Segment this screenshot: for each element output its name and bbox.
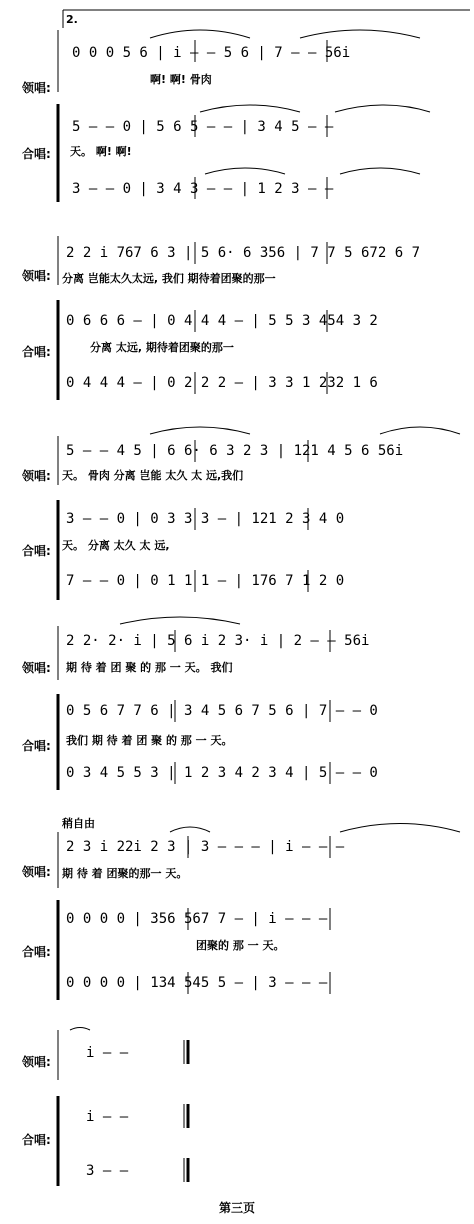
lyrics-lead: 天。 骨肉 分离 岂能 太久 太 远,我们: [62, 469, 244, 482]
lyrics-chorus: 我们 期 待 着 团 聚 的 那 一 天。: [66, 734, 233, 747]
tempo-mark: 稍自由: [62, 817, 95, 830]
lyrics-chorus: 天。 分离 太久 太 远,: [62, 539, 170, 552]
notes-chorus-lower: 0 4 4 4 – | 0 2 2 2 – | 3 3 1 232 1 6: [66, 375, 378, 391]
chorus-label-6: 合唱:: [22, 1133, 51, 1147]
notes-lead: 2 2· 2· i | 5 6 i 2 3· i | 2 – – 56i: [66, 633, 370, 649]
volta-mark: 2.: [66, 13, 78, 26]
notes-chorus-lower: 0 3 4 5 5 3 | 1 2 3 4 2 3 4 | 5 – – 0: [66, 765, 378, 781]
notes-chorus-upper: 5 – – 0 | 5 6 5 – – | 3 4 5 – –: [72, 119, 334, 135]
lyrics-chorus: 分离 太远, 期待着团聚的那一: [90, 341, 234, 354]
notes-lead: 2 2 i 767 6 3 | 5 6· 6 356 | 7 7 5 672 6 7: [66, 245, 421, 261]
chorus-label-2: 合唱:: [22, 345, 51, 359]
lead-label-1: 领唱:: [22, 81, 51, 95]
lead-label-6: 领唱:: [22, 1055, 51, 1069]
lead-label-5: 领唱:: [22, 865, 51, 879]
lead-label-2: 领唱:: [22, 269, 51, 283]
lyrics-chorus: 天。 啊! 啊!: [70, 145, 132, 158]
notes-chorus-upper: 0 0 0 0 | 356 567 7 – | i – – –: [66, 911, 328, 927]
notes-chorus-upper: i – –: [86, 1109, 129, 1125]
notes-lead: 5 – – 4 5 | 6 6· 6 3 2 3 | 121 4 5 6 56i: [66, 443, 404, 459]
notes-chorus-upper: 0 6 6 6 – | 0 4 4 4 – | 5 5 3 454 3 2: [66, 313, 378, 329]
notes-lead: 2 3 i 22i 2 3 | 3 – – – | i – – –: [66, 839, 345, 855]
chorus-label-5: 合唱:: [22, 945, 51, 959]
lyrics-lead: 期 待 着 团 聚 的 那 一 天。 我们: [66, 661, 233, 674]
chorus-label-1: 合唱:: [22, 147, 51, 161]
notes-chorus-lower: 3 – –: [86, 1163, 129, 1179]
lyrics-lead: 啊! 啊! 骨肉: [150, 73, 212, 86]
page-footer: 第三页: [219, 1201, 256, 1215]
chorus-label-3: 合唱:: [22, 544, 51, 558]
lead-label-3: 领唱:: [22, 469, 51, 483]
lead-label-4: 领唱:: [22, 661, 51, 675]
notes-chorus-upper: 0 5 6 7 7 6 | 3 4 5 6 7 5 6 | 7 – – 0: [66, 703, 378, 719]
notes-chorus-lower: 7 – – 0 | 0 1 1 1 – | 176 7 1 2 0: [66, 573, 345, 589]
notes-chorus-upper: 3 – – 0 | 0 3 3 3 – | 121 2 3 4 0: [66, 511, 345, 527]
lyrics-lead: 分离 岂能太久太远, 我们 期待着团聚的那一: [62, 272, 276, 285]
notes-chorus-lower: 3 – – 0 | 3 4 3 – – | 1 2 3 – –: [72, 181, 334, 197]
notes-chorus-lower: 0 0 0 0 | 134 545 5 – | 3 – – –: [66, 975, 328, 991]
notes-lead: 0 0 0 5 6 | i – – 5 6 | 7 – – 56i: [72, 45, 351, 61]
lyrics-lead: 期 待 着 团聚的那一 天。: [62, 867, 188, 880]
notes-lead: i – –: [86, 1045, 129, 1061]
chorus-label-4: 合唱:: [22, 739, 51, 753]
lyrics-chorus: 团聚的 那 一 天。: [196, 939, 285, 952]
